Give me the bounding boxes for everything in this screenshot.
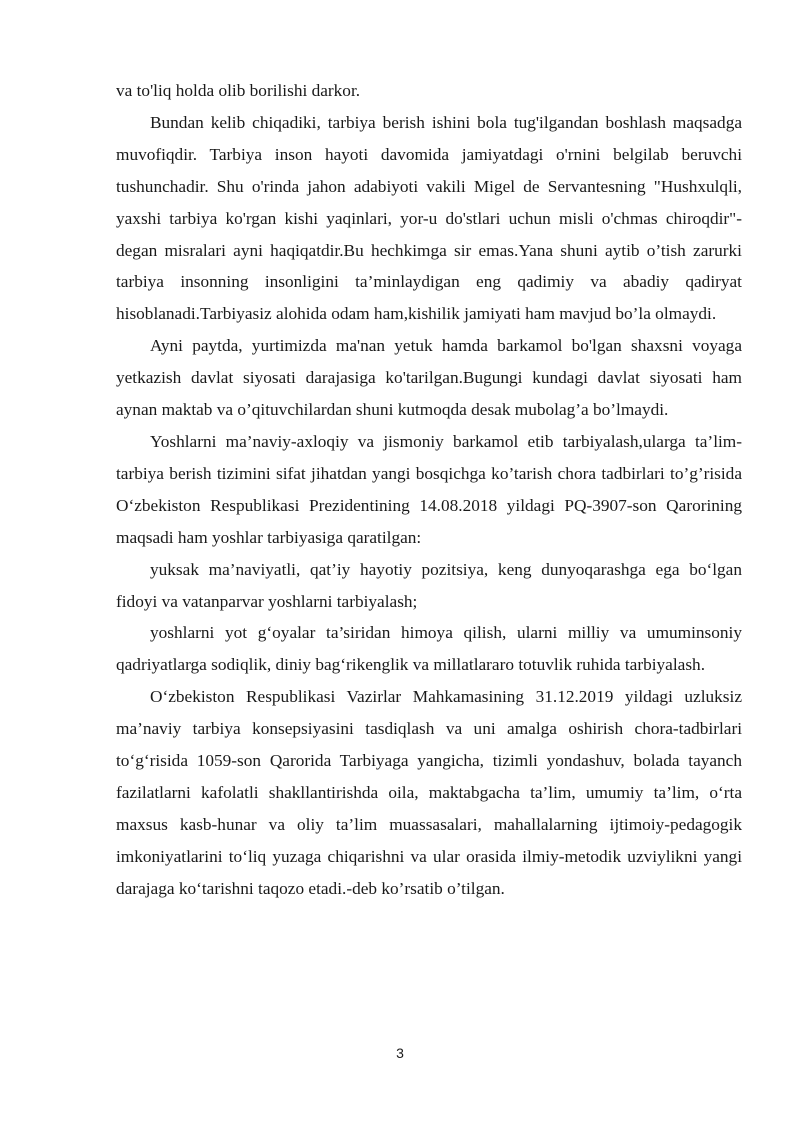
paragraph-davlat-siyosati: Ayni paytda, yurtimizda ma'nan yetuk hamda barkamol bo'lgan shaxsni voyaga yetkazish davlat siyosati darajasiga ko'tarilgan.Bugungi kundagi davlat siyosati ham aynan maktab va o’qituvchilardan shuni kutmoqda desak mubolag’a bo’lmaydi. (116, 336, 742, 420)
page-number: 3 (396, 1045, 404, 1061)
paragraph-list-item-1: yuksak ma’naviyatli, qat’iy hayotiy pozitsiya, keng dunyoqarashga ega bo‘lgan fidoyi va vatanparvar yoshlarni tarbiyalash; (116, 559, 742, 611)
paragraph-list-item-2: yoshlarni yot g‘oyalar ta’siridan himoya qilish, ularni milliy va umuminsoniy qadriyatlarga sodiqlik, diniy bag‘rikenglik va millatlararo totuvlik ruhida tarbiyalash. (116, 623, 742, 675)
paragraph-qaror-1059: O‘zbekiston Respublikasi Vazirlar Mahkamasining 31.12.2019 yildagi uzluksiz ma’naviy tarbiya konsepsiyasini tasdiqlash va uni amalga oshirish chora-tadbirlari to‘g‘risida 1059-son Qarorida Tarbiyaga yangicha, tizimli yondashuv, bolada tayanch fazilatlarni kafolatli shakllantirishda oila, maktabgacha ta’lim, umumiy ta’lim, o‘rta maxsus kasb-hunar va oliy ta’lim muassasalari, mahallalarning ijtimoiy-pedagogik imkoniyatlarini to‘liq yuzaga chiqarishni va ular orasida ilmiy-metodik uzviylikni yangi darajaga ko‘tarishni taqozo etadi.-deb ko’rsatib o’tilgan. (116, 687, 742, 898)
paragraph-pq-3907: Yoshlarni ma’naviy-axloqiy va jismoniy barkamol etib tarbiyalash,ularga ta’lim-tarbiya berish tizimini sifat jihatdan yangi bosqichga ko’tarish chora tadbirlari to’g’risida O‘zbekiston Respublikasi Prezidentining 14.08.2018 yildagi PQ-3907-son Qarorining maqsadi ham yoshlar tarbiyasiga qaratilgan: (116, 431, 742, 547)
document-body (116, 75, 742, 905)
paragraph-tarbiya-definition: Bundan kelib chiqadiki, tarbiya berish ishini bola tug'ilgandan boshlash maqsadga muvofiqdir. Tarbiya inson hayoti davomida jamiyatdagi o'rnini belgilab beruvchi tushunchadir. Shu o'rinda jahon adabiyoti vakili Migel de Servantesning "Hushxulqli, yaxshi tarbiya ko'rgan kishi yaqinlari, yor-u do'stlari uchun misli o'chmas chiroqdir"-degan misralari ayni haqiqatdir.Bu hechkimga sir emas.Yana shuni aytib o’tish zarurki tarbiya insonning insonligini ta’minlaydigan eng qadimiy va abadiy qadiryat hisoblanadi.Tarbiyasiz alohida odam ham,kishilik jamiyati ham mavjud bo’la olmaydi. (116, 112, 742, 324)
paragraph-continuation: va to'liq holda olib borilishi darkor. (116, 81, 361, 100)
